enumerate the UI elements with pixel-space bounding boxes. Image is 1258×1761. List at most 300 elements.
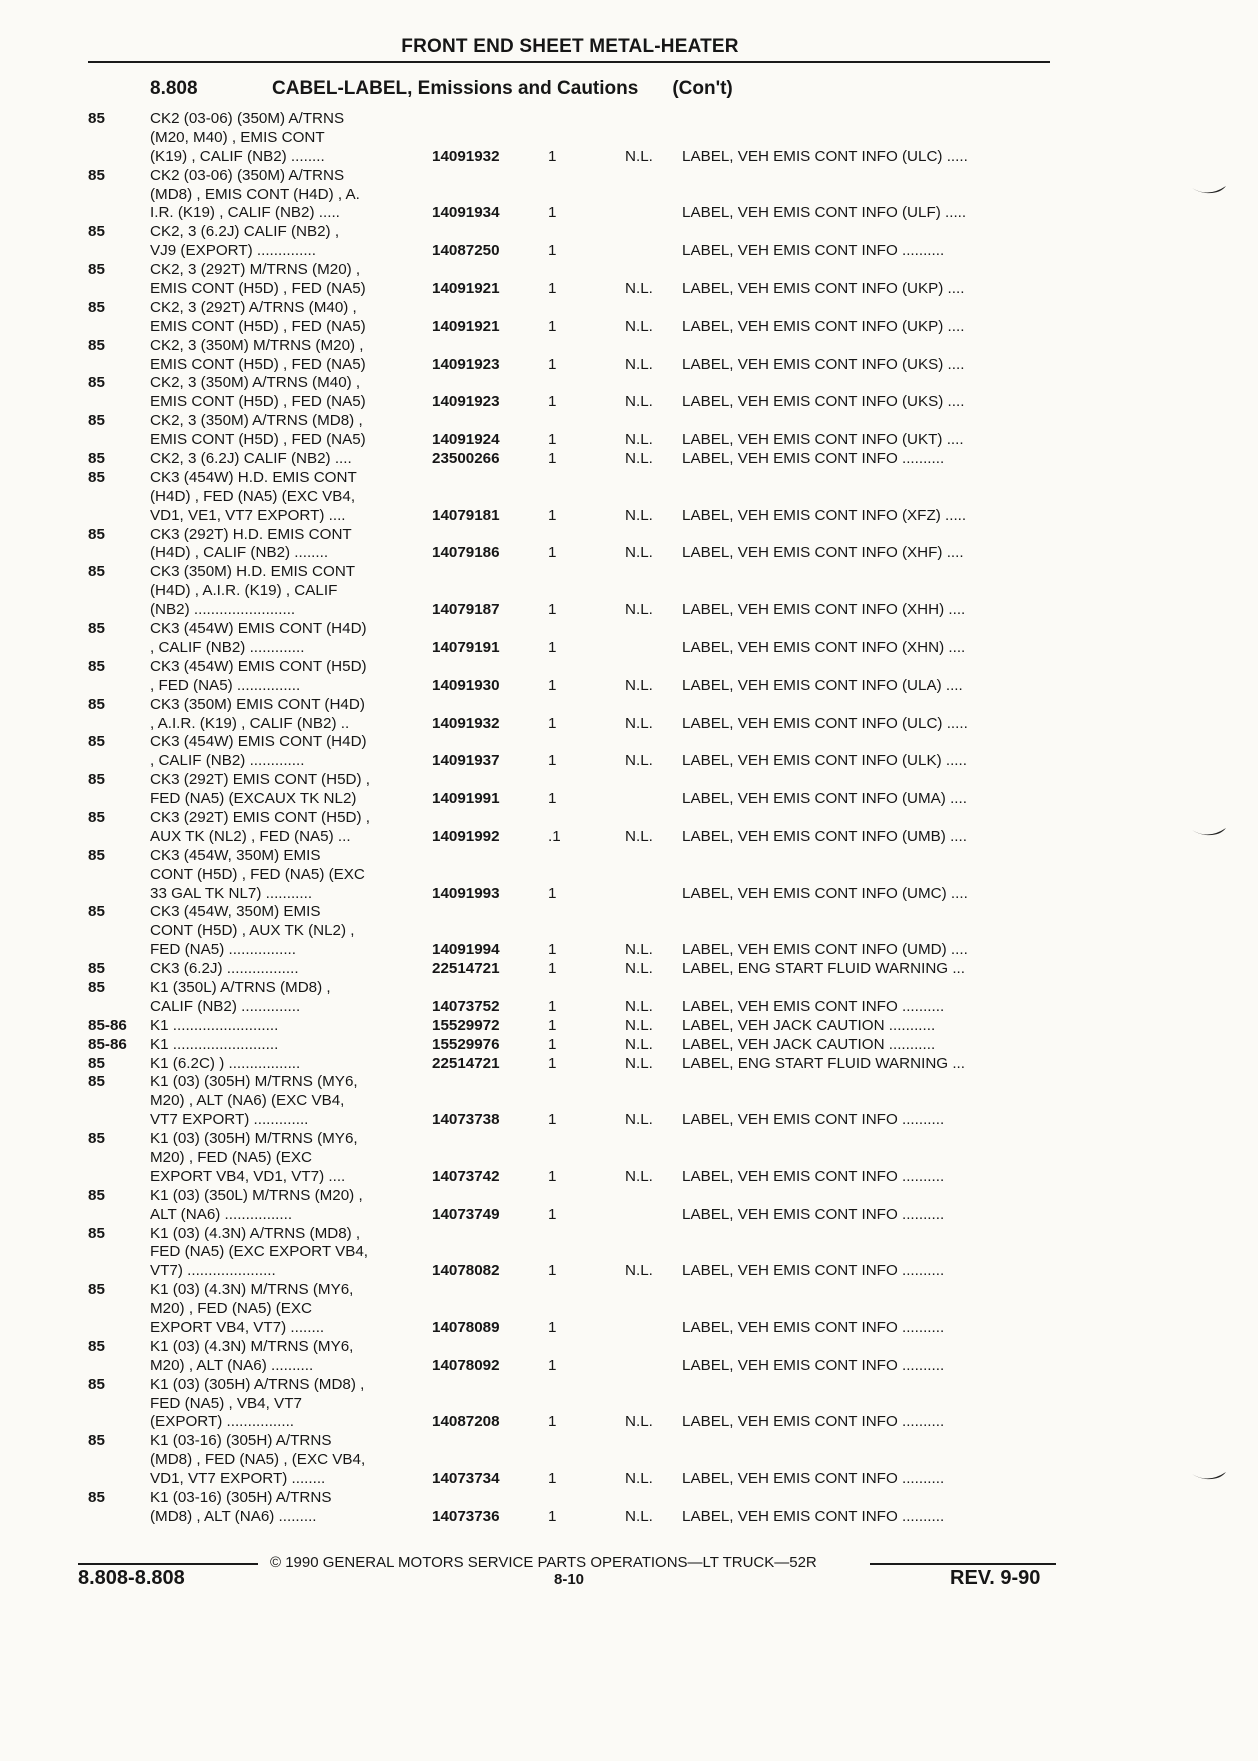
row-year: 85 bbox=[88, 563, 105, 581]
row-quantity: 1 bbox=[548, 280, 557, 298]
table-row bbox=[0, 450, 1258, 469]
row-part-number: 22514721 bbox=[432, 960, 500, 978]
row-part-number: 14079181 bbox=[432, 506, 500, 524]
row-part-number: 14073749 bbox=[432, 1205, 500, 1223]
row-description: VT7 EXPORT) ............. bbox=[150, 1111, 309, 1129]
table-row bbox=[0, 828, 1258, 847]
table-row bbox=[0, 1319, 1258, 1338]
table-row bbox=[0, 186, 1258, 205]
row-year: 85 bbox=[88, 695, 105, 713]
footer-section-range: 8.808-8.808 bbox=[78, 1567, 185, 1589]
table-row bbox=[0, 1432, 1258, 1451]
row-part-number: 14087250 bbox=[432, 242, 500, 260]
table-row bbox=[0, 790, 1258, 809]
row-quantity: 1 bbox=[548, 1470, 557, 1488]
page-title: FRONT END SHEET METAL-HEATER bbox=[401, 36, 739, 57]
table-row bbox=[0, 620, 1258, 639]
row-part-number: 14091994 bbox=[432, 941, 500, 959]
row-part-number: 22514721 bbox=[432, 1054, 500, 1072]
row-part-name: LABEL, VEH EMIS CONT INFO (UKP) .... bbox=[682, 280, 965, 298]
row-nl-flag: N.L. bbox=[625, 752, 653, 770]
row-quantity: .1 bbox=[548, 827, 561, 845]
row-nl-flag: N.L. bbox=[625, 1507, 653, 1525]
row-description: K1 ......................... bbox=[150, 1035, 279, 1053]
table-row bbox=[0, 733, 1258, 752]
row-description: CK3 (350M) H.D. EMIS CONT bbox=[150, 563, 356, 581]
table-row bbox=[0, 1130, 1258, 1149]
table-row bbox=[0, 809, 1258, 828]
row-year: 85 bbox=[88, 468, 105, 486]
row-quantity: 1 bbox=[548, 1167, 557, 1185]
row-year: 85 bbox=[88, 166, 105, 184]
table-row bbox=[0, 412, 1258, 431]
row-description: CK2, 3 (6.2J) CALIF (NB2) , bbox=[150, 223, 340, 241]
row-part-number: 15529972 bbox=[432, 1016, 500, 1034]
table-row bbox=[0, 337, 1258, 356]
table-row bbox=[0, 1055, 1258, 1074]
row-description: CK3 (292T) H.D. EMIS CONT bbox=[150, 525, 352, 543]
table-row bbox=[0, 696, 1258, 715]
row-part-name: LABEL, VEH EMIS CONT INFO (ULF) ..... bbox=[682, 204, 967, 222]
row-year: 85 bbox=[88, 1281, 105, 1299]
table-row bbox=[0, 1395, 1258, 1414]
table-row bbox=[0, 129, 1258, 148]
row-quantity: 1 bbox=[548, 204, 557, 222]
row-description: VD1, VE1, VT7 EXPORT) .... bbox=[150, 506, 346, 524]
table-row bbox=[0, 1262, 1258, 1281]
row-part-name: LABEL, VEH EMIS CONT INFO (ULA) .... bbox=[682, 676, 963, 694]
footer-copyright: © 1990 GENERAL MOTORS SERVICE PARTS OPERATIONS—LT TRUCK—52R bbox=[270, 1554, 817, 1571]
row-part-name: LABEL, VEH EMIS CONT INFO .......... bbox=[682, 1111, 945, 1129]
row-description: CK2, 3 (292T) A/TRNS (M40) , bbox=[150, 298, 357, 316]
row-quantity: 1 bbox=[548, 1262, 557, 1280]
row-year: 85 bbox=[88, 1337, 105, 1355]
row-part-name: LABEL, VEH EMIS CONT INFO (UMB) .... bbox=[682, 827, 967, 845]
table-row bbox=[0, 204, 1258, 223]
row-year: 85-86 bbox=[88, 1016, 127, 1034]
row-part-number: 14073742 bbox=[432, 1167, 500, 1185]
row-part-number: 14091991 bbox=[432, 790, 500, 808]
row-description: CONT (H5D) , FED (NA5) (EXC bbox=[150, 865, 365, 883]
row-part-name: LABEL, VEH EMIS CONT INFO .......... bbox=[682, 997, 945, 1015]
row-description: CK3 (454W) H.D. EMIS CONT bbox=[150, 468, 357, 486]
row-year: 85 bbox=[88, 846, 105, 864]
row-part-name: LABEL, VEH EMIS CONT INFO .......... bbox=[682, 450, 945, 468]
row-description: (EXPORT) ................ bbox=[150, 1413, 295, 1431]
row-nl-flag: N.L. bbox=[625, 1111, 653, 1129]
row-part-name: LABEL, VEH EMIS CONT INFO .......... bbox=[682, 1205, 945, 1223]
row-nl-flag: N.L. bbox=[625, 1167, 653, 1185]
row-nl-flag: N.L. bbox=[625, 1016, 653, 1034]
row-description: CK2, 3 (292T) M/TRNS (M20) , bbox=[150, 261, 361, 279]
table-row bbox=[0, 677, 1258, 696]
footer-rule-right bbox=[870, 1563, 1056, 1565]
row-part-name: LABEL, VEH EMIS CONT INFO .......... bbox=[682, 1262, 945, 1280]
row-year: 85-86 bbox=[88, 1035, 127, 1053]
row-quantity: 1 bbox=[548, 1111, 557, 1129]
row-part-name: LABEL, VEH EMIS CONT INFO .......... bbox=[682, 1319, 945, 1336]
row-part-number: 23500266 bbox=[432, 450, 500, 468]
table-row bbox=[0, 1281, 1258, 1300]
table-row bbox=[0, 261, 1258, 280]
row-quantity: 1 bbox=[548, 506, 557, 524]
row-quantity: 1 bbox=[548, 1205, 557, 1223]
table-row bbox=[0, 110, 1258, 129]
binder-hole-mark-top bbox=[1190, 184, 1230, 198]
row-nl-flag: N.L. bbox=[625, 1470, 653, 1488]
row-description: CK2, 3 (350M) A/TRNS (MD8) , bbox=[150, 412, 363, 430]
row-part-name: LABEL, VEH EMIS CONT INFO .......... bbox=[682, 1167, 945, 1185]
row-year: 85 bbox=[88, 412, 105, 430]
footer-rule-left bbox=[78, 1563, 258, 1565]
row-year: 85 bbox=[88, 298, 105, 316]
row-description: (MD8) , EMIS CONT (H4D) , A. bbox=[150, 185, 360, 203]
row-part-name: LABEL, VEH EMIS CONT INFO (UMA) .... bbox=[682, 790, 967, 808]
row-description: AUX TK (NL2) , FED (NA5) ... bbox=[150, 827, 351, 845]
table-row bbox=[0, 1470, 1258, 1489]
row-description: CK2 (03-06) (350M) A/TRNS bbox=[150, 110, 345, 127]
row-part-name: LABEL, VEH EMIS CONT INFO (XHF) .... bbox=[682, 544, 964, 562]
row-nl-flag: N.L. bbox=[625, 1413, 653, 1431]
row-quantity: 1 bbox=[548, 752, 557, 770]
table-row bbox=[0, 903, 1258, 922]
row-quantity: 1 bbox=[548, 790, 557, 808]
row-year: 85 bbox=[88, 960, 105, 978]
table-row bbox=[0, 1451, 1258, 1470]
row-part-number: 14073752 bbox=[432, 997, 500, 1015]
row-part-number: 14079186 bbox=[432, 544, 500, 562]
row-description: K1 (03) (305H) M/TRNS (MY6, bbox=[150, 1130, 358, 1148]
row-year: 85 bbox=[88, 1489, 105, 1507]
row-year: 85 bbox=[88, 978, 105, 996]
row-description: CK3 (292T) EMIS CONT (H5D) , bbox=[150, 808, 370, 826]
table-row bbox=[0, 1187, 1258, 1206]
row-description: CALIF (NB2) .............. bbox=[150, 997, 301, 1015]
table-row bbox=[0, 1376, 1258, 1395]
footer-revision: REV. 9-90 bbox=[950, 1567, 1041, 1589]
table-row bbox=[0, 374, 1258, 393]
row-year: 85 bbox=[88, 336, 105, 354]
row-year: 85 bbox=[88, 450, 105, 468]
row-part-number: 14073736 bbox=[432, 1507, 500, 1525]
row-nl-flag: N.L. bbox=[625, 997, 653, 1015]
row-description: CONT (H5D) , AUX TK (NL2) , bbox=[150, 922, 355, 940]
row-description: 33 GAL TK NL7) ........... bbox=[150, 884, 313, 902]
table-row bbox=[0, 1357, 1258, 1376]
row-part-number: 14078089 bbox=[432, 1319, 500, 1336]
row-description: FED (NA5) , VB4, VT7 bbox=[150, 1394, 302, 1412]
row-description: FED (NA5) ................ bbox=[150, 941, 296, 959]
table-row bbox=[0, 1225, 1258, 1244]
table-row bbox=[0, 582, 1258, 601]
row-nl-flag: N.L. bbox=[625, 1035, 653, 1053]
table-row bbox=[0, 1092, 1258, 1111]
row-quantity: 1 bbox=[548, 638, 557, 656]
row-nl-flag: N.L. bbox=[625, 941, 653, 959]
row-year: 85 bbox=[88, 771, 105, 789]
row-description: CK2, 3 (350M) A/TRNS (M40) , bbox=[150, 374, 361, 392]
row-description: EMIS CONT (H5D) , FED (NA5) bbox=[150, 393, 366, 411]
table-row bbox=[0, 318, 1258, 337]
row-description: CK3 (6.2J) ................. bbox=[150, 960, 299, 978]
row-year: 85 bbox=[88, 1054, 105, 1072]
row-description: VD1, VT7 EXPORT) ........ bbox=[150, 1470, 326, 1488]
row-part-name: LABEL, VEH EMIS CONT INFO (ULK) ..... bbox=[682, 752, 967, 770]
row-description: CK2, 3 (6.2J) CALIF (NB2) .... bbox=[150, 450, 352, 468]
footer-page-number: 8-10 bbox=[554, 1571, 585, 1588]
table-row bbox=[0, 866, 1258, 885]
row-part-name: LABEL, VEH JACK CAUTION ........... bbox=[682, 1016, 936, 1034]
row-description: CK3 (454W) EMIS CONT (H4D) bbox=[150, 620, 367, 638]
section-heading bbox=[150, 78, 733, 100]
row-year: 85 bbox=[88, 733, 105, 751]
table-row bbox=[0, 885, 1258, 904]
row-description: K1 (6.2C) ) ................. bbox=[150, 1054, 301, 1072]
table-row bbox=[0, 1036, 1258, 1055]
table-row bbox=[0, 1489, 1258, 1508]
row-description: VT7) ..................... bbox=[150, 1262, 276, 1280]
row-description: FED (NA5) (EXC EXPORT VB4, bbox=[150, 1243, 369, 1261]
section-continued: (Con't) bbox=[672, 78, 733, 99]
table-row bbox=[0, 771, 1258, 790]
row-part-name: LABEL, VEH EMIS CONT INFO .......... bbox=[682, 242, 945, 260]
table-row bbox=[0, 563, 1258, 582]
row-part-name: LABEL, VEH EMIS CONT INFO .......... bbox=[682, 1413, 945, 1431]
table-row bbox=[0, 1338, 1258, 1357]
row-part-name: LABEL, VEH EMIS CONT INFO (UMC) .... bbox=[682, 884, 968, 902]
row-quantity: 1 bbox=[548, 1035, 557, 1053]
section-title: CABEL-LABEL, Emissions and Cautions bbox=[272, 78, 639, 99]
table-row bbox=[0, 223, 1258, 242]
row-description: (H4D) , FED (NA5) (EXC VB4, bbox=[150, 487, 356, 505]
table-row bbox=[0, 1508, 1258, 1527]
row-part-name: LABEL, VEH EMIS CONT INFO (XFZ) ..... bbox=[682, 506, 967, 524]
row-description: K1 (03-16) (305H) A/TRNS bbox=[150, 1489, 332, 1507]
table-row bbox=[0, 1073, 1258, 1092]
row-part-number: 14091923 bbox=[432, 355, 500, 373]
row-description: CK3 (454W, 350M) EMIS bbox=[150, 903, 321, 921]
table-row bbox=[0, 1413, 1258, 1432]
row-year: 85 bbox=[88, 620, 105, 638]
table-row bbox=[0, 299, 1258, 318]
row-nl-flag: N.L. bbox=[625, 544, 653, 562]
row-nl-flag: N.L. bbox=[625, 714, 653, 732]
row-description: , FED (NA5) ............... bbox=[150, 676, 301, 694]
row-year: 85 bbox=[88, 374, 105, 392]
row-part-number: 14078082 bbox=[432, 1262, 500, 1280]
row-nl-flag: N.L. bbox=[625, 450, 653, 468]
row-part-number: 14079191 bbox=[432, 638, 500, 656]
parts-list bbox=[0, 110, 1258, 1527]
table-row bbox=[0, 960, 1258, 979]
row-nl-flag: N.L. bbox=[625, 317, 653, 335]
row-description: EMIS CONT (H5D) , FED (NA5) bbox=[150, 355, 366, 373]
row-part-name: LABEL, VEH EMIS CONT INFO (ULC) ..... bbox=[682, 147, 968, 165]
table-row bbox=[0, 1300, 1258, 1319]
row-description: M20) , ALT (NA6) .......... bbox=[150, 1356, 314, 1374]
table-row bbox=[0, 469, 1258, 488]
row-quantity: 1 bbox=[548, 355, 557, 373]
row-part-name: LABEL, ENG START FLUID WARNING ... bbox=[682, 960, 965, 978]
row-quantity: 1 bbox=[548, 941, 557, 959]
row-quantity: 1 bbox=[548, 317, 557, 335]
row-quantity: 1 bbox=[548, 1507, 557, 1525]
row-nl-flag: N.L. bbox=[625, 280, 653, 298]
row-part-name: LABEL, ENG START FLUID WARNING ... bbox=[682, 1054, 965, 1072]
row-description: (MD8) , FED (NA5) , (EXC VB4, bbox=[150, 1451, 366, 1469]
row-description: K1 (03) (305H) M/TRNS (MY6, bbox=[150, 1073, 358, 1091]
row-description: K1 (03) (4.3N) M/TRNS (MY6, bbox=[150, 1281, 354, 1299]
row-part-number: 14091921 bbox=[432, 317, 500, 335]
row-part-number: 14078092 bbox=[432, 1356, 500, 1374]
row-quantity: 1 bbox=[548, 1016, 557, 1034]
row-quantity: 1 bbox=[548, 714, 557, 732]
row-part-name: LABEL, VEH EMIS CONT INFO (XHN) .... bbox=[682, 638, 966, 656]
table-row bbox=[0, 601, 1258, 620]
row-description: EMIS CONT (H5D) , FED (NA5) bbox=[150, 317, 366, 335]
row-description: (H4D) , A.I.R. (K19) , CALIF bbox=[150, 582, 338, 600]
row-description: (M20, M40) , EMIS CONT bbox=[150, 128, 325, 146]
row-description: CK3 (454W, 350M) EMIS bbox=[150, 846, 321, 864]
row-nl-flag: N.L. bbox=[625, 1054, 653, 1072]
row-nl-flag: N.L. bbox=[625, 147, 653, 165]
row-part-number: 15529976 bbox=[432, 1035, 500, 1053]
row-nl-flag: N.L. bbox=[625, 676, 653, 694]
row-description: FED (NA5) (EXCAUX TK NL2) bbox=[150, 790, 357, 808]
row-part-number: 14091932 bbox=[432, 147, 500, 165]
table-row bbox=[0, 998, 1258, 1017]
row-part-number: 14091993 bbox=[432, 884, 500, 902]
table-row bbox=[0, 922, 1258, 941]
table-row bbox=[0, 639, 1258, 658]
row-year: 85 bbox=[88, 1186, 105, 1204]
row-description: K1 (03) (4.3N) A/TRNS (MD8) , bbox=[150, 1224, 361, 1242]
table-row bbox=[0, 752, 1258, 771]
section-number: 8.808 bbox=[150, 78, 198, 99]
row-nl-flag: N.L. bbox=[625, 506, 653, 524]
row-part-name: LABEL, VEH EMIS CONT INFO (XHH) .... bbox=[682, 601, 966, 619]
row-year: 85 bbox=[88, 657, 105, 675]
row-description: CK3 (454W) EMIS CONT (H4D) bbox=[150, 733, 367, 751]
binder-hole-mark-bottom bbox=[1190, 1470, 1230, 1484]
row-part-number: 14091934 bbox=[432, 204, 500, 222]
row-description: K1 ......................... bbox=[150, 1016, 279, 1034]
row-part-number: 14091924 bbox=[432, 431, 500, 449]
row-nl-flag: N.L. bbox=[625, 601, 653, 619]
row-quantity: 1 bbox=[548, 884, 557, 902]
row-description: VJ9 (EXPORT) .............. bbox=[150, 242, 316, 260]
row-description: CK3 (454W) EMIS CONT (H5D) bbox=[150, 657, 367, 675]
row-part-number: 14091930 bbox=[432, 676, 500, 694]
row-quantity: 1 bbox=[548, 242, 557, 260]
table-row bbox=[0, 658, 1258, 677]
row-nl-flag: N.L. bbox=[625, 393, 653, 411]
table-row bbox=[0, 715, 1258, 734]
row-part-number: 14091932 bbox=[432, 714, 500, 732]
row-year: 85 bbox=[88, 1073, 105, 1091]
row-year: 85 bbox=[88, 1130, 105, 1148]
row-description: , A.I.R. (K19) , CALIF (NB2) .. bbox=[150, 714, 350, 732]
row-quantity: 1 bbox=[548, 676, 557, 694]
table-row bbox=[0, 1111, 1258, 1130]
row-year: 85 bbox=[88, 261, 105, 279]
title-rule bbox=[88, 61, 1050, 63]
row-part-number: 14091923 bbox=[432, 393, 500, 411]
row-part-name: LABEL, VEH EMIS CONT INFO (UKS) .... bbox=[682, 393, 965, 411]
row-quantity: 1 bbox=[548, 431, 557, 449]
row-part-number: 14087208 bbox=[432, 1413, 500, 1431]
row-description: EXPORT VB4, VD1, VT7) .... bbox=[150, 1167, 346, 1185]
table-row bbox=[0, 1206, 1258, 1225]
row-year: 85 bbox=[88, 808, 105, 826]
binder-hole-mark-middle bbox=[1190, 826, 1230, 840]
table-row bbox=[0, 979, 1258, 998]
table-row bbox=[0, 167, 1258, 186]
table-row bbox=[0, 1149, 1258, 1168]
row-year: 85 bbox=[88, 110, 105, 127]
table-row bbox=[0, 1168, 1258, 1187]
row-part-number: 14073734 bbox=[432, 1470, 500, 1488]
row-year: 85 bbox=[88, 223, 105, 241]
row-part-number: 14091937 bbox=[432, 752, 500, 770]
row-quantity: 1 bbox=[548, 1054, 557, 1072]
row-description: CK2 (03-06) (350M) A/TRNS bbox=[150, 166, 345, 184]
row-part-name: LABEL, VEH EMIS CONT INFO (UKP) .... bbox=[682, 317, 965, 335]
row-part-name: LABEL, VEH JACK CAUTION ........... bbox=[682, 1035, 936, 1053]
row-description: I.R. (K19) , CALIF (NB2) ..... bbox=[150, 204, 340, 222]
row-quantity: 1 bbox=[548, 1319, 557, 1336]
row-quantity: 1 bbox=[548, 1413, 557, 1431]
table-row bbox=[0, 242, 1258, 261]
row-part-number: 14079187 bbox=[432, 601, 500, 619]
table-row bbox=[0, 148, 1258, 167]
table-row bbox=[0, 941, 1258, 960]
table-row bbox=[0, 488, 1258, 507]
table-row bbox=[0, 356, 1258, 375]
row-part-name: LABEL, VEH EMIS CONT INFO .......... bbox=[682, 1470, 945, 1488]
row-description: ALT (NA6) ................ bbox=[150, 1205, 293, 1223]
row-description: , CALIF (NB2) ............. bbox=[150, 638, 305, 656]
table-row bbox=[0, 507, 1258, 526]
row-part-number: 14091992 bbox=[432, 827, 500, 845]
row-description: M20) , FED (NA5) (EXC bbox=[150, 1300, 313, 1318]
row-year: 85 bbox=[88, 1224, 105, 1242]
row-part-number: 14091921 bbox=[432, 280, 500, 298]
table-row bbox=[0, 431, 1258, 450]
row-year: 85 bbox=[88, 525, 105, 543]
table-row bbox=[0, 544, 1258, 563]
row-description: K1 (03) (4.3N) M/TRNS (MY6, bbox=[150, 1337, 354, 1355]
row-year: 85 bbox=[88, 1375, 105, 1393]
row-quantity: 1 bbox=[548, 544, 557, 562]
row-description: EXPORT VB4, VT7) ........ bbox=[150, 1319, 325, 1336]
row-quantity: 1 bbox=[548, 601, 557, 619]
row-quantity: 1 bbox=[548, 450, 557, 468]
row-description: K1 (03) (350L) M/TRNS (M20) , bbox=[150, 1186, 363, 1204]
row-description: (MD8) , ALT (NA6) ......... bbox=[150, 1507, 317, 1525]
row-description: M20) , ALT (NA6) (EXC VB4, bbox=[150, 1092, 345, 1110]
row-quantity: 1 bbox=[548, 147, 557, 165]
row-part-name: LABEL, VEH EMIS CONT INFO (UMD) .... bbox=[682, 941, 968, 959]
row-nl-flag: N.L. bbox=[625, 827, 653, 845]
row-year: 85 bbox=[88, 1432, 105, 1450]
row-description: CK3 (350M) EMIS CONT (H4D) bbox=[150, 695, 365, 713]
row-description: (NB2) ........................ bbox=[150, 601, 296, 619]
row-description: EMIS CONT (H5D) , FED (NA5) bbox=[150, 431, 366, 449]
table-row bbox=[0, 1243, 1258, 1262]
row-description: M20) , FED (NA5) (EXC bbox=[150, 1148, 313, 1166]
row-description: K1 (03) (305H) A/TRNS (MD8) , bbox=[150, 1375, 365, 1393]
